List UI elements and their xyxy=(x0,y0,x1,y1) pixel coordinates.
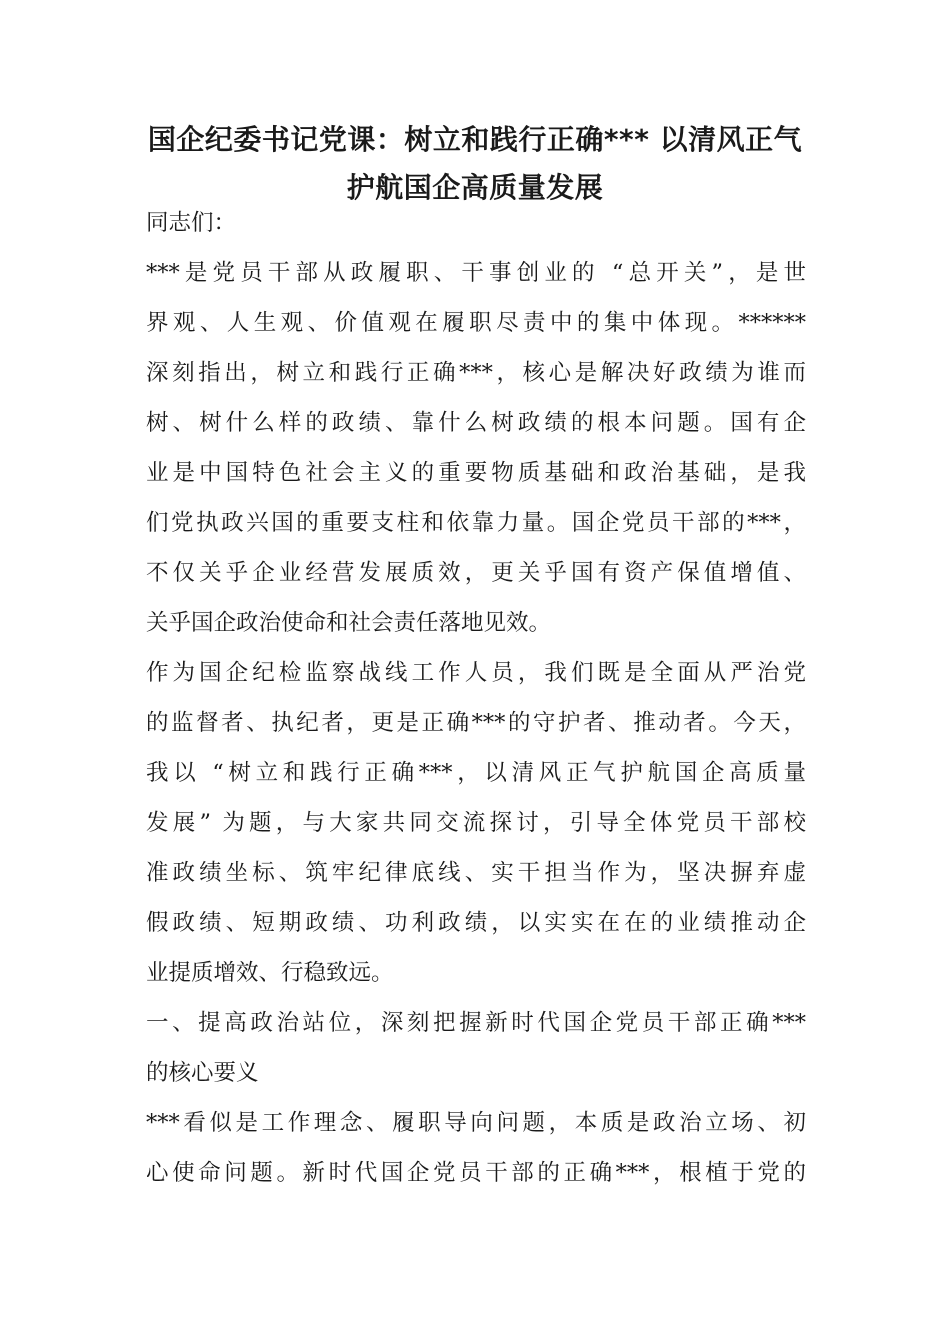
paragraph-line: 心使命问题。新时代国企党员干部的正确***，根植于党的 xyxy=(146,1160,806,1186)
paragraph-line: 们党执政兴国的重要支柱和依靠力量。国企党员干部的***， xyxy=(146,510,806,536)
paragraph-line: 业是中国特色社会主义的重要物质基础和政治基础，是我 xyxy=(146,460,806,486)
salutation: 同志们： xyxy=(146,210,237,236)
paragraph-line: 我以 “树立和践行正确***，以清风正气护航国企高质量 xyxy=(146,760,806,786)
paragraph-line: 假政绩、短期政绩、功利政绩，以实实在在的业绩推动企 xyxy=(146,910,806,936)
paragraph-line: 的监督者、执纪者，更是正确***的守护者、推动者。今天， xyxy=(146,710,806,736)
section-heading-line: 一、提高政治站位，深刻把握新时代国企党员干部正确*** xyxy=(146,1010,806,1036)
title-line-2: 护航国企高质量发展 xyxy=(346,171,604,204)
paragraph-line: 界观、人生观、价值观在履职尽责中的集中体现。****** xyxy=(146,310,806,336)
title-line-1: 国企纪委书记党课：树立和践行正确*** 以清风正气 xyxy=(147,123,803,156)
paragraph-line: 发展” 为题，与大家共同交流探讨，引导全体党员干部校 xyxy=(146,810,806,836)
section-heading-line: 的核心要义 xyxy=(146,1060,259,1086)
paragraph-line: 准政绩坐标、筑牢纪律底线、实干担当作为，坚决摒弃虚 xyxy=(146,860,806,886)
paragraph-line: 树、树什么样的政绩、靠什么树政绩的根本问题。国有企 xyxy=(146,410,806,436)
paragraph-line: ***看似是工作理念、履职导向问题，本质是政治立场、初 xyxy=(146,1110,806,1136)
paragraph-line: 作为国企纪检监察战线工作人员，我们既是全面从严治党 xyxy=(146,660,806,686)
paragraph-line: 业提质增效、行稳致远。 xyxy=(146,960,394,986)
document-body xyxy=(146,198,806,1198)
paragraph-line: 关乎国企政治使命和社会责任落地见效。 xyxy=(146,610,552,636)
paragraph-line: ***是党员干部从政履职、干事创业的 “总开关”，是世 xyxy=(146,260,806,286)
paragraph-line: 不仅关乎企业经营发展质效，更关乎国有资产保值增值、 xyxy=(146,560,806,586)
paragraph-line: 深刻指出，树立和践行正确***，核心是解决好政绩为谁而 xyxy=(146,360,806,386)
